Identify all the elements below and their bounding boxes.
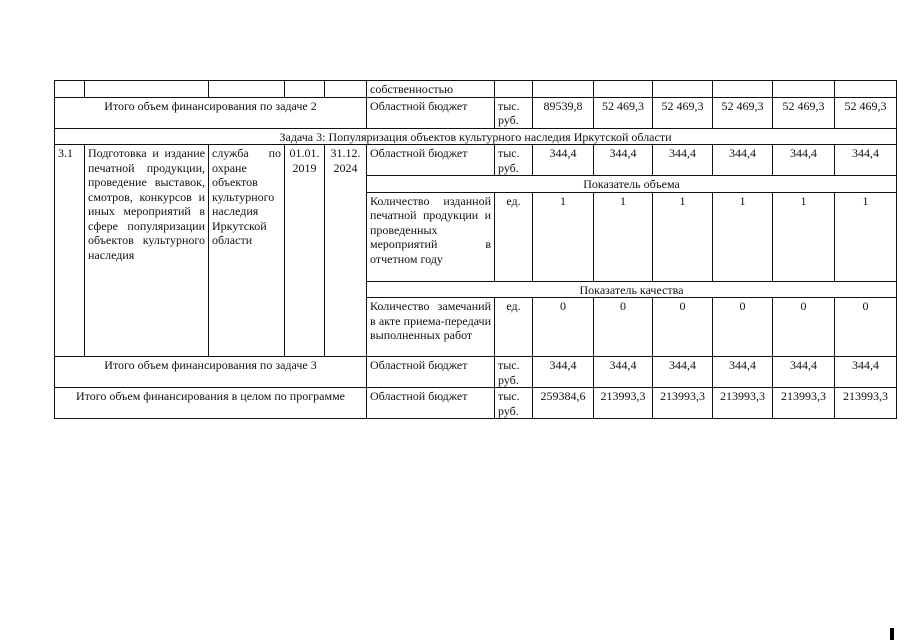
value-cell: 344,4 bbox=[773, 357, 835, 388]
value-cell: 52 469,3 bbox=[835, 97, 897, 128]
value-cell: 344,4 bbox=[835, 145, 897, 176]
value-cell: 344,4 bbox=[835, 357, 897, 388]
value-cell: 344,4 bbox=[533, 145, 594, 176]
value-cell: 344,4 bbox=[773, 145, 835, 176]
value-cell: 52 469,3 bbox=[594, 97, 653, 128]
section-header: Показатель качества bbox=[367, 281, 897, 298]
value-cell: 0 bbox=[653, 298, 713, 357]
value-cell: 1 bbox=[713, 192, 773, 281]
value-cell: 213993,3 bbox=[713, 388, 773, 419]
value-cell: 52 469,3 bbox=[773, 97, 835, 128]
value-cell: 344,4 bbox=[713, 357, 773, 388]
start-date: 01.01.2019 bbox=[285, 145, 325, 357]
end-date: 31.12.2024 bbox=[325, 145, 367, 357]
financing-table bbox=[54, 80, 897, 419]
table-row bbox=[55, 81, 897, 98]
scan-artifact bbox=[890, 628, 894, 640]
unit-cell: тыс. руб. bbox=[495, 97, 533, 128]
section-header: Показатель объема bbox=[367, 176, 897, 193]
source-cell: Областной бюджет bbox=[367, 388, 495, 419]
unit-cell: тыс. руб. bbox=[495, 388, 533, 419]
unit-cell: тыс. руб. bbox=[495, 357, 533, 388]
value-cell: 213993,3 bbox=[835, 388, 897, 419]
task3-finance-row bbox=[55, 145, 897, 176]
value-cell: 344,4 bbox=[653, 145, 713, 176]
value-cell: 52 469,3 bbox=[653, 97, 713, 128]
value-cell: 0 bbox=[773, 298, 835, 357]
value-cell: 344,4 bbox=[594, 357, 653, 388]
executor: служба по охране объектов культурного наследия Иркутской области bbox=[209, 145, 285, 357]
value-cell: 344,4 bbox=[533, 357, 594, 388]
value-cell: 213993,3 bbox=[653, 388, 713, 419]
unit-cell: ед. bbox=[495, 298, 533, 357]
indicator-name: Количество изданной печатной продукции и проведенных мероприятий в отчетном году bbox=[367, 192, 495, 281]
task3-total-row bbox=[55, 357, 897, 388]
value-cell: 1 bbox=[533, 192, 594, 281]
value-cell: 0 bbox=[835, 298, 897, 357]
task-title: Задача 3: Популяризация объектов культурного наследия Иркутской области bbox=[55, 128, 897, 145]
value-cell: 344,4 bbox=[713, 145, 773, 176]
value-cell: 89539,8 bbox=[533, 97, 594, 128]
activity-name: Подготовка и издание печатной продукции, проведение выставок, смотров, конкурсов и иных мероприятий в сфере популяризации объектов культурного наследия bbox=[85, 145, 209, 357]
value-cell: 344,4 bbox=[653, 357, 713, 388]
unit-cell: ед. bbox=[495, 192, 533, 281]
source-cell: Областной бюджет bbox=[367, 357, 495, 388]
value-cell: 0 bbox=[533, 298, 594, 357]
value-cell: 344,4 bbox=[594, 145, 653, 176]
value-cell: 1 bbox=[594, 192, 653, 281]
task2-total-row bbox=[55, 97, 897, 128]
source-cell: Областной бюджет bbox=[367, 97, 495, 128]
total-label: Итого объем финансирования по задаче 2 bbox=[55, 97, 367, 128]
program-total-row bbox=[55, 388, 897, 419]
value-cell: 213993,3 bbox=[773, 388, 835, 419]
total-label: Итого объем финансирования по задаче 3 bbox=[55, 357, 367, 388]
value-cell: 0 bbox=[713, 298, 773, 357]
source-cell: Областной бюджет bbox=[367, 145, 495, 176]
total-label: Итого объем финансирования в целом по программе bbox=[55, 388, 367, 419]
value-cell: 213993,3 bbox=[594, 388, 653, 419]
indicator-cell: собственностью bbox=[367, 81, 495, 98]
value-cell: 1 bbox=[773, 192, 835, 281]
value-cell: 1 bbox=[653, 192, 713, 281]
value-cell: 1 bbox=[835, 192, 897, 281]
indicator-name: Количество замечаний в акте приема-передачи выполненных работ bbox=[367, 298, 495, 357]
value-cell: 52 469,3 bbox=[713, 97, 773, 128]
task3-title-row bbox=[55, 128, 897, 145]
unit-cell: тыс. руб. bbox=[495, 145, 533, 176]
item-number: 3.1 bbox=[55, 145, 85, 357]
value-cell: 259384,6 bbox=[533, 388, 594, 419]
value-cell: 0 bbox=[594, 298, 653, 357]
